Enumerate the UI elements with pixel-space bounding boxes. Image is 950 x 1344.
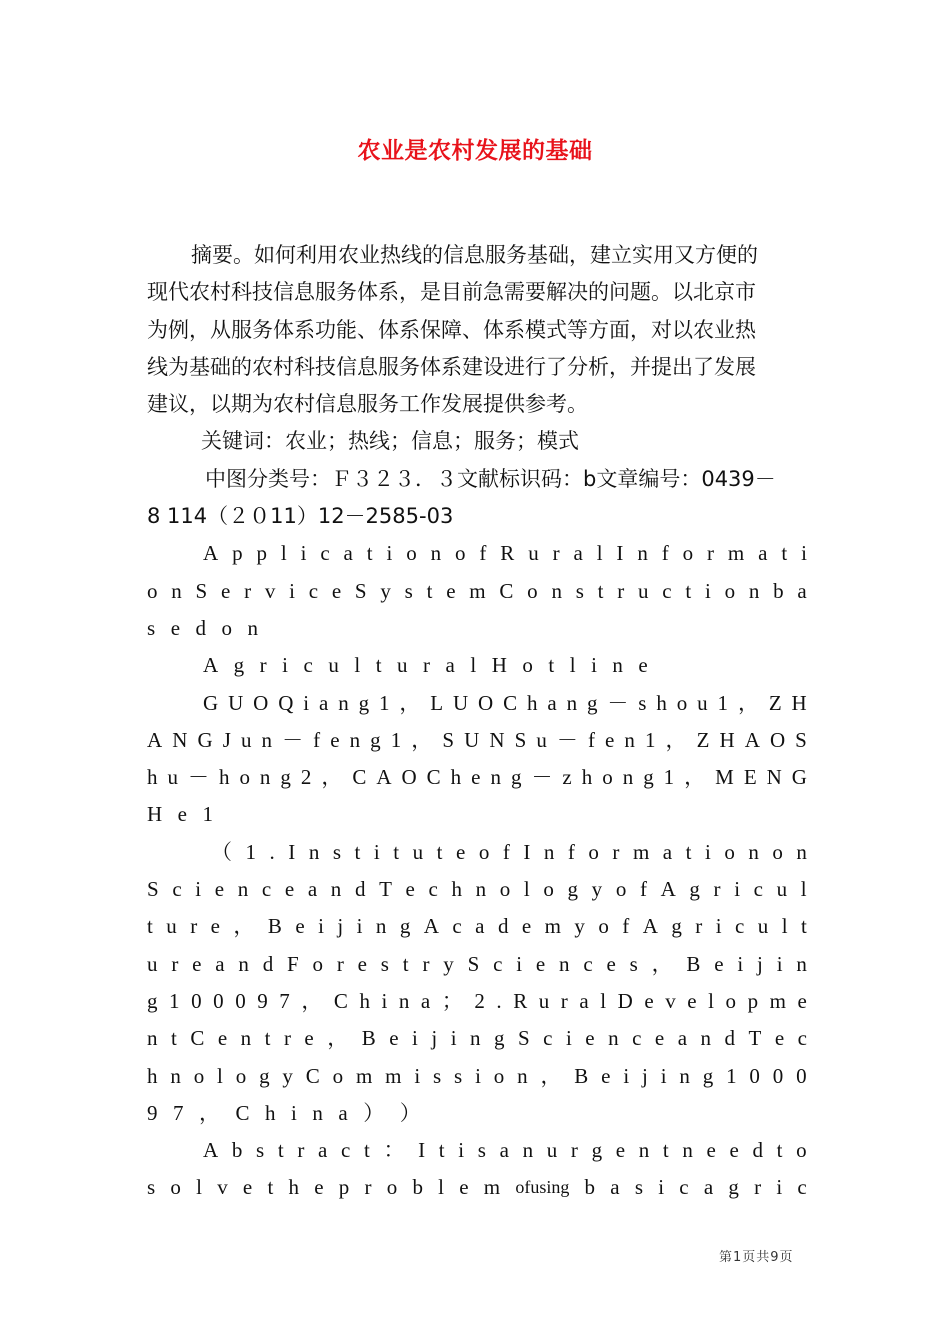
document-title: 农业是农村发展的基础: [357, 138, 593, 164]
document-body: [147, 237, 807, 1207]
text-line: 为例，从服务体系功能、体系保障、体系模式等方面，对以农业热: [147, 317, 756, 342]
text-line: 建议，以期为农村信息服务工作发展提供参考。: [147, 392, 588, 417]
text-line: H e 1: [147, 802, 213, 827]
text-line: u r e a n d F o r e s t r y S c i e n c e s ， B e i j i n: [147, 951, 807, 976]
text-line: h u － h o n g 2 ， C A O C h e n g － z h o n g 1 ， M E N G: [147, 765, 807, 790]
text-line: t u r e ， B e i j i n g A c a d e m y o f A g r i c u l t: [147, 914, 807, 939]
page-number-footer: 第1页共9页: [719, 1250, 794, 1265]
text-line: A g r i c u l t u r a l H o t l i n e: [203, 653, 648, 678]
text-line: 9 7 ， C h i n a ） ）: [147, 1100, 421, 1125]
text-line: A N G J u n － f e n g 1 ， S U N S u － f e n 1 ， Z H A O S: [147, 727, 807, 752]
text-line: （ 1 . I n s t i t u t e o f I n f o r m a t i o n o n: [211, 839, 807, 864]
text-line: 线为基础的农村科技信息服务体系建设进行了分析，并提出了发展: [147, 354, 756, 379]
text-line: s o l v e t h e p r o b l e m ofusing b a s i c a g r i c: [147, 1175, 807, 1200]
text-line: 中图分类号：Ｆ３２３．３文献标识码：b文章编号：0439－: [205, 466, 776, 491]
text-line: S c i e n c e a n d T e c h n o l o g y o f A g r i c u l: [147, 877, 807, 902]
text-line: s e d o n: [147, 615, 259, 640]
text-line: A b s t r a c t ： I t i s a n u r g e n t n e e d t o: [203, 1138, 807, 1163]
text-line: 关键词：农业；热线；信息；服务；模式: [201, 429, 579, 454]
text-line: 8 114（２０11）12－2585-03: [147, 504, 454, 529]
text-line: G U O Q i a n g 1 ， L U O C h a n g － s h o u 1 ， Z H: [203, 690, 807, 715]
text-line: g 1 0 0 0 9 7 ， C h i n a ； 2 . R u r a l D e v e l o p m e: [147, 988, 807, 1013]
text-line: h n o l o g y C o m m i s s i o n ， B e i j i n g 1 0 0 0: [147, 1063, 807, 1088]
text-line: n t C e n t r e ， B e i j i n g S c i e n c e a n d T e c: [147, 1026, 807, 1051]
text-line: 现代农村科技信息服务体系，是目前急需要解决的问题。以北京市: [147, 280, 756, 305]
text-line: o n S e r v i c e S y s t e m C o n s t r u c t i o n b a: [147, 578, 807, 603]
text-line: A p p l i c a t i o n o f R u r a l I n f o r m a t i: [203, 541, 807, 566]
text-line: 摘要。如何利用农业热线的信息服务基础，建立实用又方便的: [191, 243, 758, 267]
